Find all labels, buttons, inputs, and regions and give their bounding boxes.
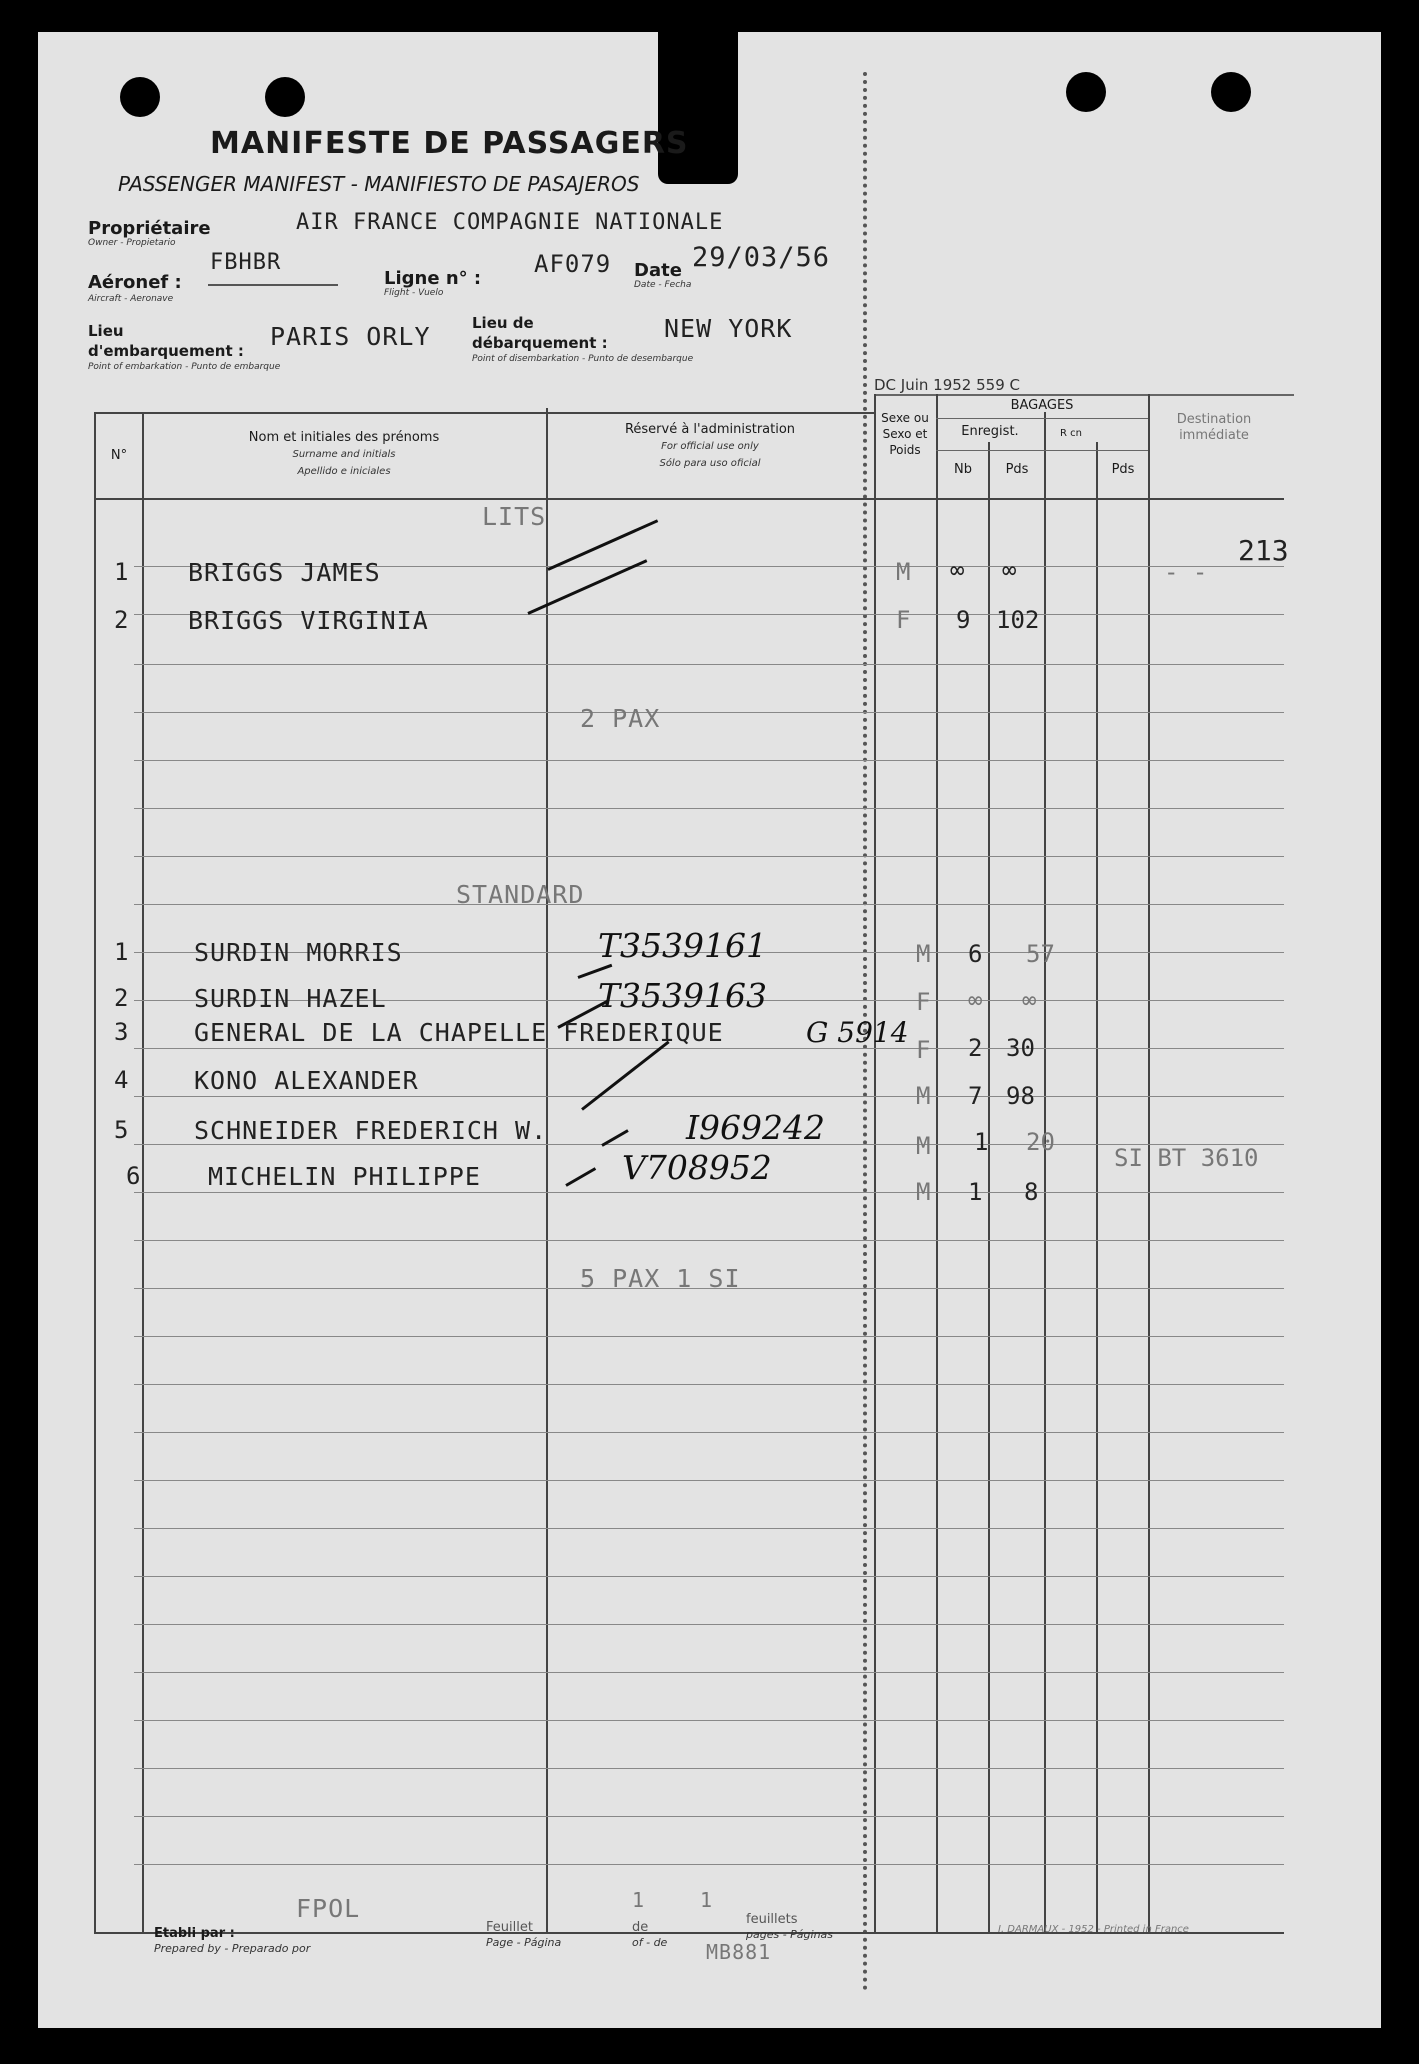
line-sublabel: Flight - Vuelo (384, 288, 444, 298)
owner-label: Propriétaire (88, 218, 211, 239)
passenger-sex: M (916, 1082, 931, 1110)
passenger-name: SURDIN MORRIS (194, 938, 403, 967)
date-label: Date (634, 260, 682, 281)
passenger-sex: M (916, 1178, 931, 1206)
sheets-label: feuillets (746, 1912, 798, 1927)
embark-value: PARIS ORLY (270, 322, 431, 351)
passenger-name: BRIGGS VIRGINIA (188, 606, 429, 635)
of-label: de (632, 1920, 649, 1935)
section-lits: LITS (482, 502, 547, 531)
passport-number: I969242 (686, 1108, 826, 1147)
bag-count: 1 (968, 1178, 983, 1206)
bag-count: 9 (956, 606, 971, 634)
row-number: 5 (114, 1116, 129, 1144)
col-header-pds: Pds (1005, 462, 1029, 477)
passenger-sex: M (916, 940, 931, 968)
printer-mark: I. DARMAUX - 1952 - Printed in France (998, 1924, 1189, 1935)
bag-weight: ∞ (1022, 986, 1037, 1014)
section-total: 2 PAX (580, 704, 661, 733)
col-header-bagages: BAGAGES (1010, 398, 1074, 413)
tick-mark (565, 1167, 596, 1187)
aircraft-value: FBHBR (210, 250, 282, 275)
passenger-sex: F (916, 988, 931, 1016)
bag-weight: 20 (1026, 1128, 1055, 1156)
disembark-sublabel: Point of disembarkation - Punto de desembarque (472, 354, 694, 364)
tick-mark (581, 1041, 670, 1111)
sheets-total: 1 (700, 1888, 713, 1912)
punch-hole (265, 77, 305, 117)
passport-number: T3539161 (598, 926, 767, 965)
bag-weight: 98 (1006, 1082, 1035, 1110)
bag-weight: 8 (1024, 1178, 1039, 1206)
bag-count: 1 (974, 1128, 989, 1156)
disembark-label: Lieu de (472, 314, 534, 332)
date-value: 29/03/56 (692, 242, 831, 273)
row-number: 1 (114, 558, 129, 586)
sheet-sublabel: Page - Página (486, 1936, 562, 1949)
passenger-sex: F (896, 606, 911, 634)
sheet-label: Feuillet (486, 1920, 533, 1935)
passport-number: G 5914 (806, 1016, 909, 1049)
destination: - - (1164, 558, 1208, 586)
stamp-code: MB881 (706, 1940, 772, 1964)
destination: SI BT 3610 (1114, 1144, 1259, 1172)
bag-count: ∞ (968, 986, 983, 1014)
line-value: AF079 (534, 250, 612, 278)
binder-clip (658, 32, 738, 184)
prepared-by-value: FPOL (296, 1894, 361, 1923)
section-standard: STANDARD (456, 880, 585, 909)
prepared-by-label: Etabli par : (154, 1926, 235, 1941)
col-header-admin: Réservé à l'administration For official use only Sólo para uso oficial (624, 422, 796, 469)
embark-sublabel: Point of embarkation - Punto de embarque (88, 362, 281, 372)
passenger-sex: F (916, 1036, 931, 1064)
disembark-label: débarquement : (472, 334, 608, 352)
owner-value: AIR FRANCE COMPAGNIE NATIONALE (296, 210, 724, 235)
of-sublabel: of - de (632, 1936, 668, 1949)
sheet-number: 1 (632, 1888, 645, 1912)
passport-number: V708952 (622, 1148, 772, 1187)
manifest-sheet (38, 32, 1381, 2028)
punch-hole (1211, 72, 1251, 112)
owner-sublabel: Owner - Propietario (88, 238, 176, 248)
passenger-name: SURDIN HAZEL (194, 984, 387, 1013)
passenger-sex: M (896, 558, 911, 586)
aircraft-label: Aéronef : (88, 272, 182, 293)
aircraft-sublabel: Aircraft - Aeronave (88, 294, 174, 304)
page-number: 213 (1238, 534, 1289, 567)
bag-count: 6 (968, 940, 983, 968)
bag-weight: 57 (1026, 940, 1055, 968)
bag-weight: 30 (1006, 1034, 1035, 1062)
bag-weight: ∞ (1002, 556, 1017, 584)
passenger-name: SCHNEIDER FREDERICH W. (194, 1116, 548, 1145)
form-reference: DC Juin 1952 559 C (874, 376, 1020, 394)
col-header-no: N° (110, 448, 128, 463)
row-number: 4 (114, 1066, 129, 1094)
section-total: 5 PAX 1 SI (580, 1264, 741, 1293)
bag-count: ∞ (950, 556, 965, 584)
col-header-pds2: Pds (1111, 462, 1135, 477)
punch-hole (1066, 72, 1106, 112)
bag-count: 2 (968, 1034, 983, 1062)
page-title: MANIFESTE DE PASSAGERS (210, 126, 689, 161)
prepared-by-sublabel: Prepared by - Preparado por (154, 1942, 311, 1955)
passenger-name: GENERAL DE LA CHAPELLE FREDERIQUE (194, 1018, 724, 1047)
passport-number: T3539163 (598, 976, 767, 1015)
col-header-rcn: R cn (1060, 428, 1082, 439)
date-sublabel: Date - Fecha (634, 280, 692, 290)
row-number: 3 (114, 1018, 129, 1046)
col-header-sex: Sexe ou Sexo et Poids (881, 411, 929, 457)
passenger-sex: M (916, 1132, 931, 1160)
page-subtitle: PASSENGER MANIFEST - MANIFIESTO DE PASAJEROS (118, 172, 640, 196)
col-header-enreg: Enregist. (961, 424, 1019, 439)
embark-label: Lieu (88, 322, 124, 340)
col-header-destination: Destination immédiate (1176, 412, 1252, 443)
row-number: 2 (114, 984, 129, 1012)
passenger-name: MICHELIN PHILIPPE (208, 1162, 481, 1191)
col-header-nb: Nb (954, 462, 972, 477)
sheets-sublabel: pages - Páginas (746, 1928, 834, 1941)
row-number: 1 (114, 938, 129, 966)
line-label: Ligne n° : (384, 268, 482, 289)
row-number: 2 (114, 606, 129, 634)
col-header-name: Nom et initiales des prénoms Surname and initials Apellido e iniciales (248, 430, 440, 477)
row-number: 6 (126, 1162, 141, 1190)
punch-hole (120, 77, 160, 117)
bag-count: 7 (968, 1082, 983, 1110)
embark-label: d'embarquement : (88, 342, 244, 360)
passenger-name: KONO ALEXANDER (194, 1066, 419, 1095)
bag-weight: 102 (996, 606, 1040, 634)
passenger-name: BRIGGS JAMES (188, 558, 381, 587)
disembark-value: NEW YORK (664, 314, 793, 343)
